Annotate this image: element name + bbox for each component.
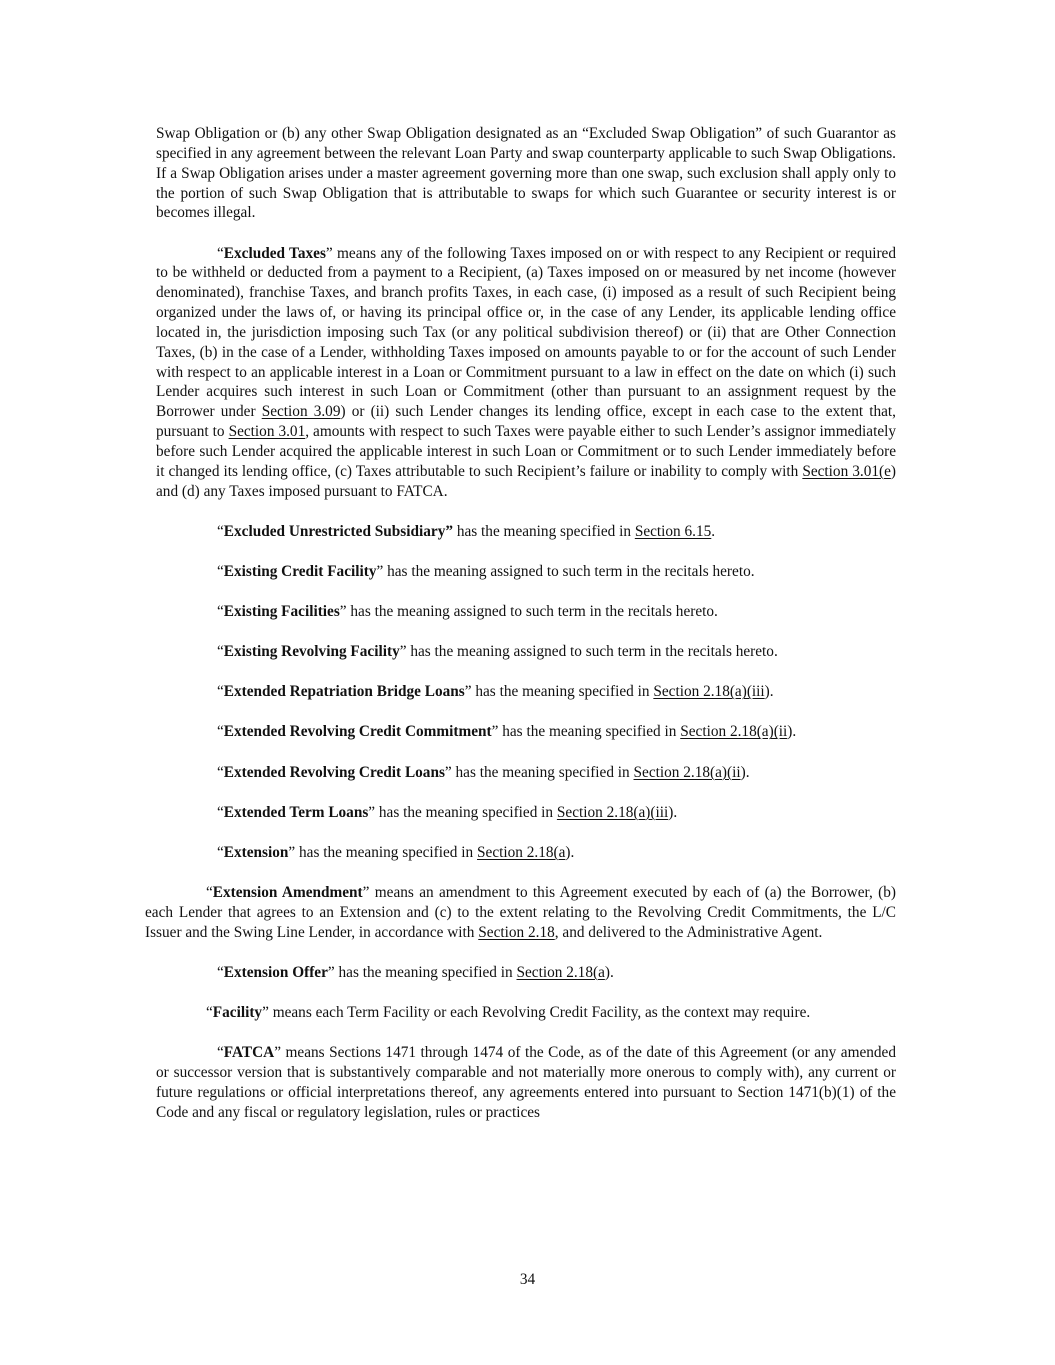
definition-extension-amendment	[145, 883, 896, 943]
section-reference: Section 2.18(a)(ii	[680, 723, 788, 741]
defined-term: Extended Revolving Credit Commitment	[223, 723, 492, 741]
text-segment: ).	[764, 683, 774, 701]
definition-existing-revolving-facility	[156, 642, 896, 662]
text-segment: , and delivered to the Administrative Agent.	[554, 923, 823, 941]
defined-term: Excluded Unrestricted Subsidiary”	[223, 522, 453, 540]
text-segment: “	[217, 643, 224, 661]
section-reference: Section 2.18(a)(ii	[633, 763, 741, 781]
text-segment: ” has the meaning specified in	[491, 723, 681, 741]
definition-extension	[156, 843, 896, 863]
text-segment: ” has the meaning specified in	[288, 843, 478, 861]
page-body	[145, 124, 897, 1123]
text-segment: ).	[565, 843, 575, 861]
text-segment: “	[217, 244, 224, 262]
text-segment: ” has the meaning specified in	[464, 683, 654, 701]
text-segment: “	[217, 522, 224, 540]
section-reference: Section 2.18(a	[477, 843, 566, 861]
defined-term: Facility	[212, 1004, 263, 1022]
text-segment: “	[206, 884, 213, 902]
definition-fatca	[156, 1043, 896, 1122]
defined-term: Existing Credit Facility	[223, 562, 377, 580]
definition-extended-revolving-credit-commitment	[156, 722, 896, 742]
defined-term: Extended Repatriation Bridge Loans	[223, 683, 465, 701]
text-segment: ).	[787, 723, 797, 741]
text-segment: “	[217, 843, 224, 861]
text-segment: “	[217, 963, 224, 981]
text-segment: ).	[668, 803, 678, 821]
text-segment: ).	[740, 763, 750, 781]
text-segment: ).	[604, 963, 614, 981]
defined-term: Excluded Taxes	[223, 244, 326, 262]
definition-extended-revolving-credit-loans	[156, 763, 896, 783]
section-reference: Section 2.18(a)(iii	[556, 803, 669, 821]
defined-term: Extension	[223, 843, 289, 861]
defined-term: Extension Amendment	[212, 884, 363, 902]
definition-extended-term-loans	[156, 803, 896, 823]
text-segment: ” means an amendment to this Agreement executed by each of (a) the Borrower, (b) each Lender that agrees to an Extension and (c) to the extent relating to the Revolving Credit Commitments, the L/C Issuer and the Swing Line Lender, in accordance with	[145, 884, 897, 941]
text-segment: “	[217, 723, 224, 741]
definition-facility	[145, 1003, 896, 1023]
paragraph-swap-obligation	[156, 124, 896, 223]
section-reference: Section 2.18(a	[516, 963, 605, 981]
section-reference: Section 6.15	[634, 522, 712, 540]
definition-existing-credit-facility	[156, 562, 896, 582]
section-reference: Section 3.09	[261, 403, 341, 421]
text-segment: “	[217, 683, 224, 701]
definition-excluded-unrestricted-subsidiary	[156, 522, 896, 542]
text-segment: ” has the meaning specified in	[368, 803, 557, 821]
page-number: 34	[519, 1271, 536, 1288]
text-segment: Swap Obligation or (b) any other Swap Obligation designated as an “Excluded Swap Obligation” of such Guarantor as specified in any agreement between the relevant Loan Party and swap counterparty applicable to such Swap Obligations. If a Swap Obligation arises under a master agreement governing more than one swap, such exclusion shall apply only to the portion of such Swap Obligation that is attributable to swaps for which such Guarantee or security interest is or becomes illegal.	[156, 125, 896, 222]
defined-term: Extension Offer	[223, 963, 328, 981]
text-segment: “	[217, 1044, 224, 1062]
definition-excluded-taxes	[156, 244, 896, 502]
text-segment: “	[206, 1004, 213, 1022]
text-segment: ” has the meaning specified in	[444, 763, 634, 781]
text-segment: “	[217, 803, 224, 821]
text-segment: ” means Sections 1471 through 1474 of the Code, as of the date of this Agreement (or any amended or successor version that is substantively comparable and not materially more onerous to comply with), any current or future regulations or official interpretations thereof, any agreements entered into pursuant to Section 1471(b)(1) of the Code and any fiscal or regulatory legislation, rules or practices	[156, 1044, 896, 1121]
text-segment: ) and (d) any Taxes imposed pursuant to FATCA.	[156, 462, 896, 500]
text-segment: has the meaning specified in	[453, 522, 635, 540]
text-segment: ” has the meaning specified in	[327, 963, 517, 981]
text-segment: “	[217, 562, 224, 580]
text-segment: ” has the meaning assigned to such term in the recitals hereto.	[376, 562, 755, 580]
definition-existing-facilities	[156, 602, 896, 622]
text-segment: ” means any of the following Taxes imposed on or with respect to any Recipient or required to be withheld or deducted from a payment to a Recipient, (a) Taxes imposed on or measured by net income (however denominated), franchise Taxes, and branch profits Taxes, in each case, (i) imposed as a result of such Recipient being organized under the laws of, or having its principal office or, in the case of any Lender, its applicable lending office located in, the jurisdiction imposing such Tax (or any political subdivision thereof) or (ii) that are Other Connection Taxes, (b) in the case of a Lender, withholding Taxes imposed on amounts payable to or for the account of such Lender with respect to an applicable interest in a Loan or Commitment pursuant to a law in effect on the date on which (i) such Lender acquires such interest in such Loan or Commitment (other than pursuant to an assignment request by the Borrower under	[156, 244, 896, 421]
section-reference: Section 3.01	[228, 423, 306, 441]
definition-extended-repatriation-bridge-loans	[156, 682, 896, 702]
text-segment: .	[711, 522, 716, 540]
section-reference: Section 2.18(a)(iii	[653, 683, 765, 701]
text-segment: , amounts with respect to such Taxes were payable either to such Lender’s assignor immediately before such Lender acquired the applicable interest in such Loan or Commitment or to such Lender immediately before it changed its lending office, (c) Taxes attributable to such Recipient’s failure or inability to comply with	[156, 423, 897, 480]
defined-term: Extended Revolving Credit Loans	[223, 763, 445, 781]
text-segment: “	[217, 763, 224, 781]
section-reference: Section 2.18	[478, 923, 555, 941]
text-segment: ) or (ii) such Lender changes its lending office, except in each case to the extent that, pursuant to	[156, 403, 896, 441]
text-segment: ” has the meaning assigned to such term in the recitals hereto.	[339, 603, 718, 621]
defined-term: Extended Term Loans	[223, 803, 369, 821]
text-segment: “	[217, 603, 224, 621]
section-reference: Section 3.01(e	[802, 462, 891, 480]
text-segment: ” has the meaning assigned to such term in the recitals hereto.	[399, 643, 778, 661]
defined-term: Existing Facilities	[223, 603, 340, 621]
defined-term: FATCA	[223, 1044, 275, 1062]
definition-extension-offer	[156, 963, 896, 983]
text-segment: ” means each Term Facility or each Revolving Credit Facility, as the context may require.	[262, 1004, 811, 1022]
defined-term: Existing Revolving Facility	[223, 643, 400, 661]
